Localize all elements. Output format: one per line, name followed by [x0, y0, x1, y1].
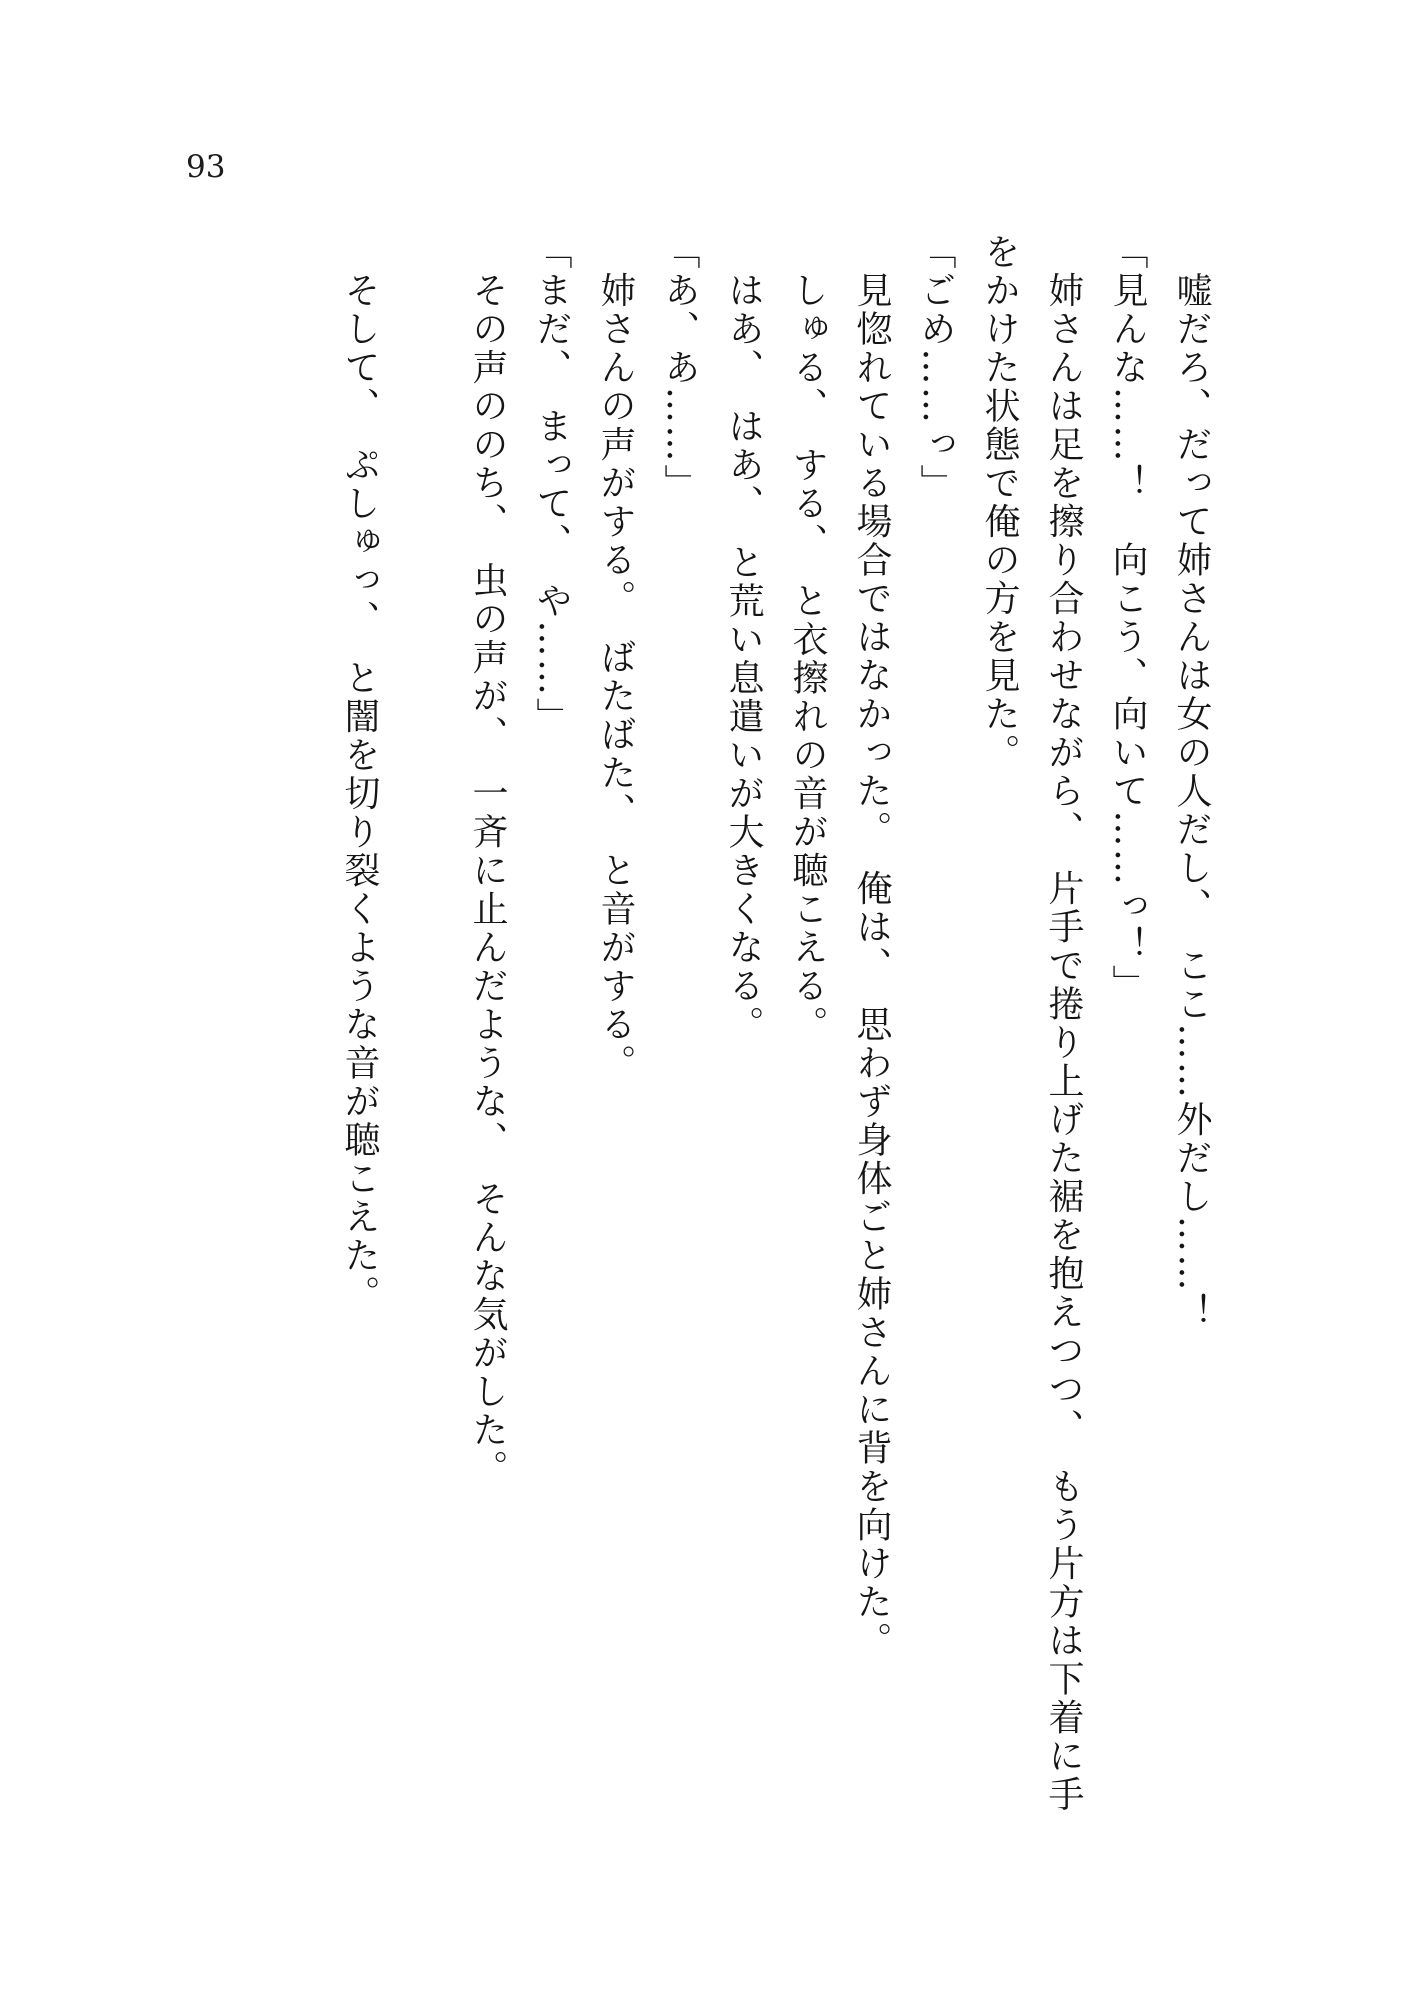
text-column: しゅる、 する、 と衣擦れの音が聴こえる。 [787, 233, 828, 1044]
text-column: 嘘だろ、だって姉さんは女の人だし、 ここ……外だし……！ [1171, 233, 1212, 1332]
text-column: 姉さんの声がする。 ばたばた、 と音がする。 [595, 233, 636, 1083]
text-column: をかけた状態で俺の方を見た。 [979, 233, 1020, 772]
text-column: 見惚れている場合ではなかった。 俺は、 思わず身体ごと姉さんに背を向けた。 [851, 233, 892, 1660]
text-column: 姉さんは足を擦り合わせながら、 片手で捲り上げた裾を抱えつつ、 もう片方は下着に手 [1043, 233, 1084, 1814]
blank-column [391, 233, 455, 1853]
text-column: はあ、 はあ、 と荒い息遣いが大きくなる。 [723, 233, 764, 1044]
page-number: 93 [186, 149, 226, 185]
text-column: 「あ、あ……」 [659, 233, 700, 503]
text-column: 「ごめ……っ」 [915, 233, 956, 503]
text-column: その声ののち、 虫の声が、 一斉に止んだような、 そんな気がした。 [467, 233, 508, 1488]
vertical-text-block [327, 233, 1223, 1853]
text-column: 「まだ、 まって、 や……」 [531, 233, 572, 736]
text-column: 「見んな……！ 向こう、向いて……っ！」 [1107, 233, 1148, 1003]
text-column: そして、 ぷしゅっ、 と闇を切り裂くような音が聴こえた。 [339, 233, 380, 1314]
